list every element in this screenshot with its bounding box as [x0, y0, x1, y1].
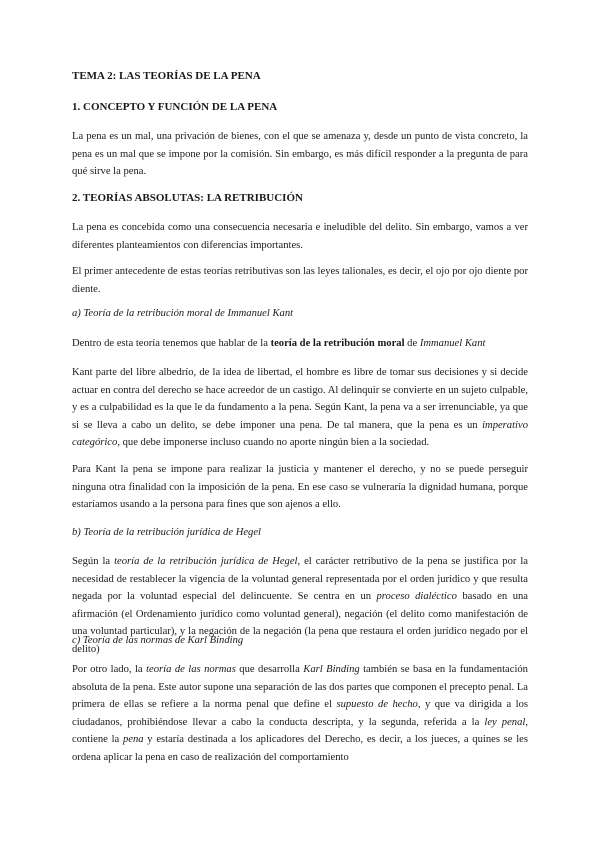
- binding-paragraph: [72, 661, 528, 767]
- binding-p1-italic-author: Karl Binding: [303, 664, 360, 675]
- section-1-paragraph: La pena es un mal, una privación de bienes, con el que se amenaza y, desde un punto de vista concreto, la pena es un mal que se impone por la comisión. Sin embargo, es más difícil responder a la pregunta de para qué sirve la pena.: [72, 131, 528, 178]
- kant-paragraph-2: Para Kant la pena se impone para realizar la justicia y mantener el derecho, y no se puede perseguir ninguna otra finalidad con la imposición de la pena. En ese caso se vulneraría la dignidad humana, porque estaríamos usando a la persona para fines que son ajenos a ello.: [72, 464, 528, 511]
- binding-p1-italic-pena: pena: [122, 734, 144, 746]
- binding-p1-italic-supuesto: supuesto de hecho: [336, 699, 418, 711]
- section-2-paragraph-1: La pena es concebida como una consecuencia necesaria e ineludible del delito. Sin embargo, vamos a ver diferentes planteamientos con diferencias importantes.: [72, 222, 528, 251]
- kant-p1-text-a: Kant parte del libre albedrío, de la idea de libertad, el hombre es libre de tomar sus decisiones y si decide actuar en contra del derecho se hace acreedor de un castigo. Al delinquir se convierte en un sujeto culpable, y es a culpabilidad es la que le da fundamento a la pena. Según Kant, la pena va a ser irrenunciable, ya que si se lleva a cabo un delito, se debe imponer una pena. De tal manera, que la pena es un: [72, 367, 528, 431]
- kant-intro-paragraph: [72, 335, 528, 353]
- binding-p1-text-k: y estaría destinada a los aplicadores del Derecho, es decir, a los jueces, a quines se les ordena aplicar la pena en caso de realización del comportamiento: [72, 734, 528, 763]
- kant-paragraph-1: [72, 364, 528, 452]
- kant-intro-text-c: de: [404, 338, 420, 349]
- kant-subheading: a) Teoría de la retribución moral de Immanuel Kant: [72, 308, 294, 319]
- kant-intro-text-a: Dentro de esta teoría tenemos que hablar de la: [72, 338, 271, 349]
- document-title: TEMA 2: LAS TEORÍAS DE LA PENA: [72, 70, 261, 82]
- binding-p1-text-c: que desarrolla: [235, 664, 304, 675]
- kant-p1-text-c: , que debe imponerse incluso cuando no aporte ningún bien a la sociedad.: [117, 437, 430, 449]
- section-1-heading: 1. CONCEPTO Y FUNCIÓN DE LA PENA: [72, 101, 278, 113]
- kant-p1-italic-term: imperativo categórico: [72, 419, 528, 449]
- hegel-p1-italic-process: proceso dialéctico: [376, 591, 457, 603]
- hegel-subheading: b) Teoría de la retribución jurídica de Hegel: [72, 527, 261, 538]
- hegel-p1-text-c: , el carácter retributivo de la pena se justifica por la necesidad de restablecer la vigencia de la voluntad general representada por el orden jurídico y que resulta negada por la voluntad especial del delincuente. Se centra en un: [72, 556, 528, 603]
- binding-p1-text-e: también se basa en la fundamentación absoluta de la pena. Este autor supone una separación de las dos partes que componen el precepto penal. La primera de ellas se refiere a la norma penal que define el: [72, 664, 528, 711]
- binding-p1-italic-ley: ley penal: [484, 716, 526, 728]
- section-2-paragraph-2: El primer antecedente de estas teorías retributivas son las leyes talionales, es decir, el ojo por ojo diente por diente.: [72, 266, 528, 295]
- binding-p1-text-i: , contiene la: [72, 716, 528, 746]
- section-2-heading: 2. TEORÍAS ABSOLUTAS: LA RETRIBUCIÓN: [72, 192, 303, 204]
- binding-p1-italic-theory: teoría de las normas: [146, 664, 236, 675]
- kant-intro-author: Immanuel Kant: [419, 338, 486, 349]
- binding-subheading: c) Teoría de las normas de Karl Binding: [72, 635, 244, 646]
- hegel-p1-italic-term: teoría de la retribución jurídica de Hegel: [114, 556, 298, 567]
- binding-p1-text-g: , y que va dirigida a los ciudadanos, prohibiéndose llevar a cabo la conducta descripta, y la segunda, referida a la: [72, 699, 529, 728]
- binding-p1-text-a: Por otro lado, la: [72, 664, 147, 675]
- kant-intro-bold-term: teoría de la retribución moral: [270, 338, 405, 349]
- hegel-p1-text-e: basado en una afirmación (el Ordenamiento jurídico como voluntad general), negación (el delito como manifestación de una voluntad particular), y la negación de la negación (la pena que restaura el orden jurídico negado por el delito): [72, 591, 528, 655]
- hegel-p1-text-a: Según la: [72, 556, 115, 567]
